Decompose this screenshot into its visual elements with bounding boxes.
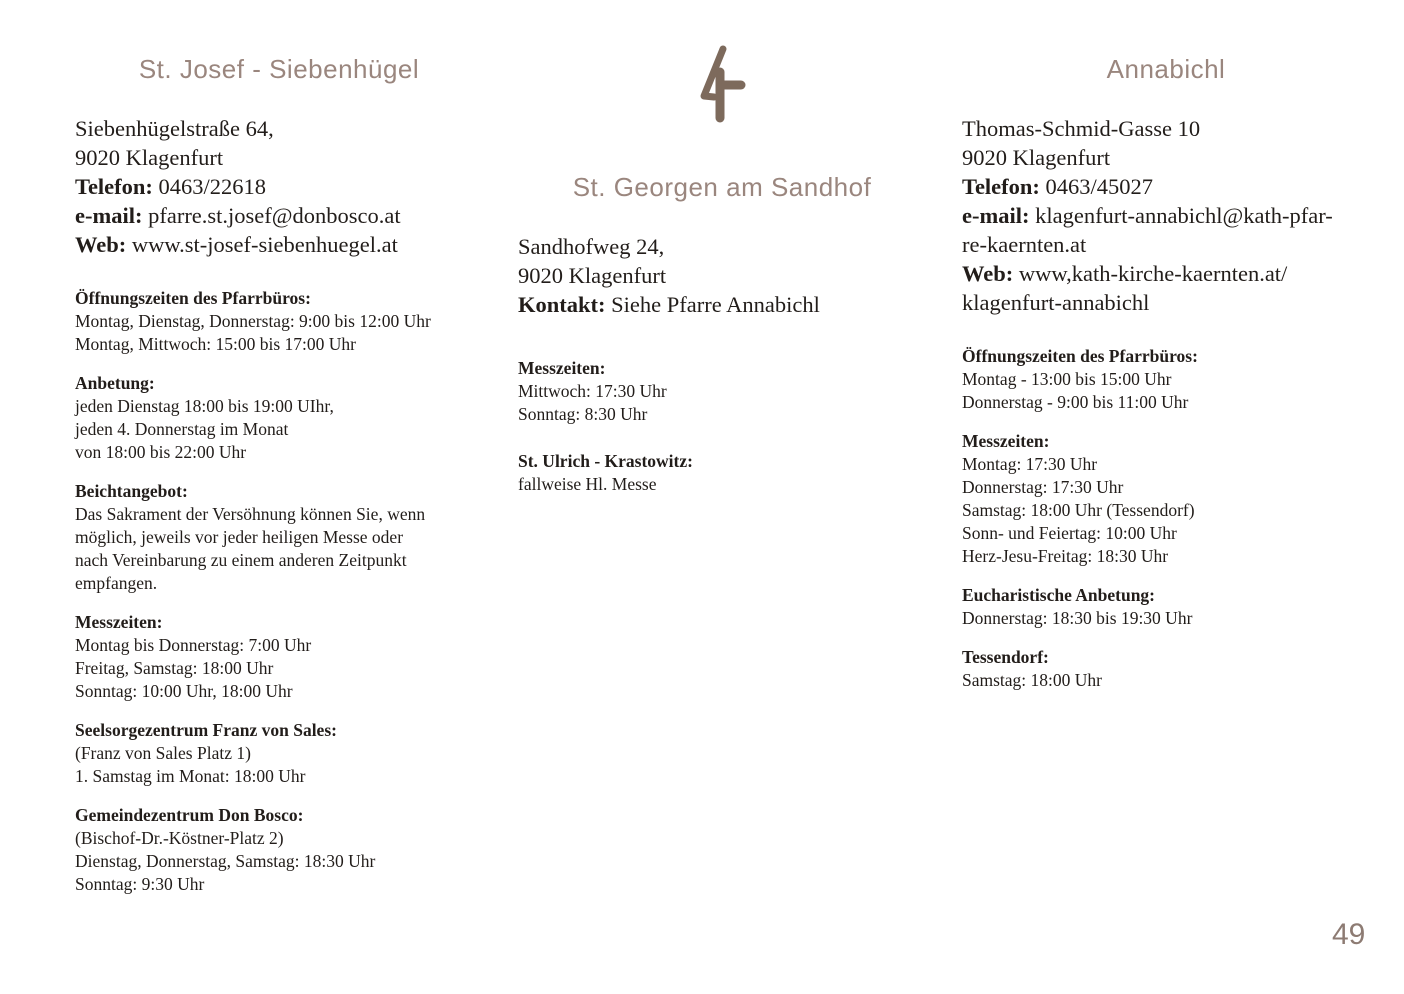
section-line: Sonntag: 9:30 Uhr [75,874,205,894]
section-line: Montag - 13:00 bis 15:00 Uhr [962,369,1172,389]
section-heading: Tessendorf: [962,647,1049,667]
section-line: Samstag: 18:00 Uhr [962,670,1102,690]
section-line: Montag: 17:30 Uhr [962,454,1098,474]
section-line: Montag, Dienstag, Donnerstag: 9:00 bis 12:00 Uhr [75,311,431,331]
info-section-mass-times [75,611,483,703]
web-line [962,259,1370,288]
address-line [962,143,1370,172]
contact-value: www.st-josef-siebenhuegel.at [126,232,398,257]
info-section-office-hours [962,345,1370,414]
info-section-don-bosco [75,804,483,896]
section-line: nach Vereinbarung zu einem anderen Zeitpunkt [75,550,407,570]
section-line: Sonntag: 8:30 Uhr [518,404,648,424]
section-heading: Anbetung: [75,373,155,393]
address-line [75,114,483,143]
section-heading: Seelsorgezentrum Franz von Sales: [75,720,337,740]
email-line-continued [962,230,1370,259]
section-line: Dienstag, Donnerstag, Samstag: 18:30 Uhr [75,851,376,871]
contact-value: klagenfurt-annabichl [962,290,1150,315]
section-line: Freitag, Samstag: 18:00 Uhr [75,658,274,678]
phone-line [962,172,1370,201]
info-section-st-ulrich-krastowitz [518,450,926,496]
section-line: (Franz von Sales Platz 1) [75,743,251,763]
section-line: Donnerstag: 17:30 Uhr [962,477,1124,497]
info-section-eucharistic-adoration [962,584,1370,630]
contact-value: Siehe Pfarre Annabichl [605,292,820,317]
section-line: Sonn- und Feiertag: 10:00 Uhr [962,523,1177,543]
section-line: Montag bis Donnerstag: 7:00 Uhr [75,635,312,655]
parish-title: St. Josef - Siebenhügel [138,54,420,84]
contact-value: Siebenhügelstraße 64, [75,116,274,141]
contact-label: e-mail: [962,203,1030,228]
section-heading: Eucharistische Anbetung: [962,585,1156,605]
info-section-adoration [75,372,483,464]
info-section-tessendorf [962,646,1370,692]
section-line: fallweise Hl. Messe [518,474,657,494]
contact-value: 0463/45027 [1039,174,1154,199]
section-line: Samstag: 18:00 Uhr (Tessendorf) [962,500,1195,520]
parish-column-annabichl [962,40,1370,692]
contact-line [518,290,926,319]
section-heading: Öffnungszeiten des Pfarrbüros: [75,288,311,308]
section-line: Donnerstag - 9:00 bis 11:00 Uhr [962,392,1189,412]
web-line-continued [962,288,1370,317]
section-line: Montag, Mittwoch: 15:00 bis 17:00 Uhr [75,334,356,354]
section-line: Sonntag: 10:00 Uhr, 18:00 Uhr [75,681,293,701]
parish-column-st-josef-siebenhuegel [75,40,483,896]
info-section-mass-times [518,357,926,426]
section-line: jeden 4. Donnerstag im Monat [75,419,289,439]
contact-label: Telefon: [962,174,1040,199]
contact-value: 9020 Klagenfurt [518,263,667,288]
email-line [75,201,483,230]
info-section-confession [75,480,483,595]
address-line [962,114,1370,143]
contact-value: 0463/22618 [152,174,267,199]
section-line: empfangen. [75,573,158,593]
contact-value: re-kaernten.at [962,232,1087,257]
contact-value: klagenfurt-annabichl@kath-pfar- [1029,203,1333,228]
contact-info [518,232,926,319]
info-section-office-hours [75,287,483,356]
contact-info [962,114,1370,317]
section-line: möglich, jeweils vor jeder heiligen Messe oder [75,527,404,547]
parish-column-st-georgen-am-sandhof [518,40,926,496]
section-line: jeden Dienstag 18:00 bis 19:00 UIhr, [75,396,334,416]
section-heading: Messzeiten: [962,431,1050,451]
parish-title: Annabichl [1106,54,1226,84]
contact-label: Kontakt: [518,292,606,317]
section-heading: Öffnungszeiten des Pfarrbüros: [962,346,1198,366]
contact-value: 9020 Klagenfurt [75,145,224,170]
contact-value: pfarre.st.josef@donbosco.at [142,203,401,228]
page-number: 49 [1332,918,1366,951]
section-line: Das Sakrament der Versöhnung können Sie, wenn [75,504,426,524]
info-section-franz-von-sales [75,719,483,788]
address-line [518,232,926,261]
address-line [75,143,483,172]
section-line: von 18:00 bis 22:00 Uhr [75,442,247,462]
contact-info [75,114,483,259]
contact-label: e-mail: [75,203,143,228]
contact-value: Thomas-Schmid-Gasse 10 [962,116,1201,141]
web-line [75,230,483,259]
contact-value: 9020 Klagenfurt [962,145,1111,170]
section-heading: Beichtangebot: [75,481,188,501]
email-line [962,201,1370,230]
info-section-mass-times [962,430,1370,568]
section-line: Herz-Jesu-Freitag: 18:30 Uhr [962,546,1169,566]
contact-label: Web: [75,232,127,257]
address-line [518,261,926,290]
section-heading: Messzeiten: [518,358,606,378]
section-line: 1. Samstag im Monat: 18:00 Uhr [75,766,306,786]
section-line: Donnerstag: 18:30 bis 19:30 Uhr [962,608,1193,628]
contact-label: Telefon: [75,174,153,199]
section-heading: Messzeiten: [75,612,163,632]
section-heading: Gemeindezentrum Don Bosco: [75,805,304,825]
phone-line [75,172,483,201]
section-line: (Bischof-Dr.-Köstner-Platz 2) [75,828,284,848]
contact-label: Web: [962,261,1014,286]
parish-title: St. Georgen am Sandhof [572,172,872,202]
contact-value: www,kath-kirche-kaernten.at/ [1013,261,1288,286]
section-line: Mittwoch: 17:30 Uhr [518,381,667,401]
section-heading: St. Ulrich - Krastowitz: [518,451,693,471]
cross-logo-icon [518,40,926,124]
contact-value: Sandhofweg 24, [518,234,665,259]
